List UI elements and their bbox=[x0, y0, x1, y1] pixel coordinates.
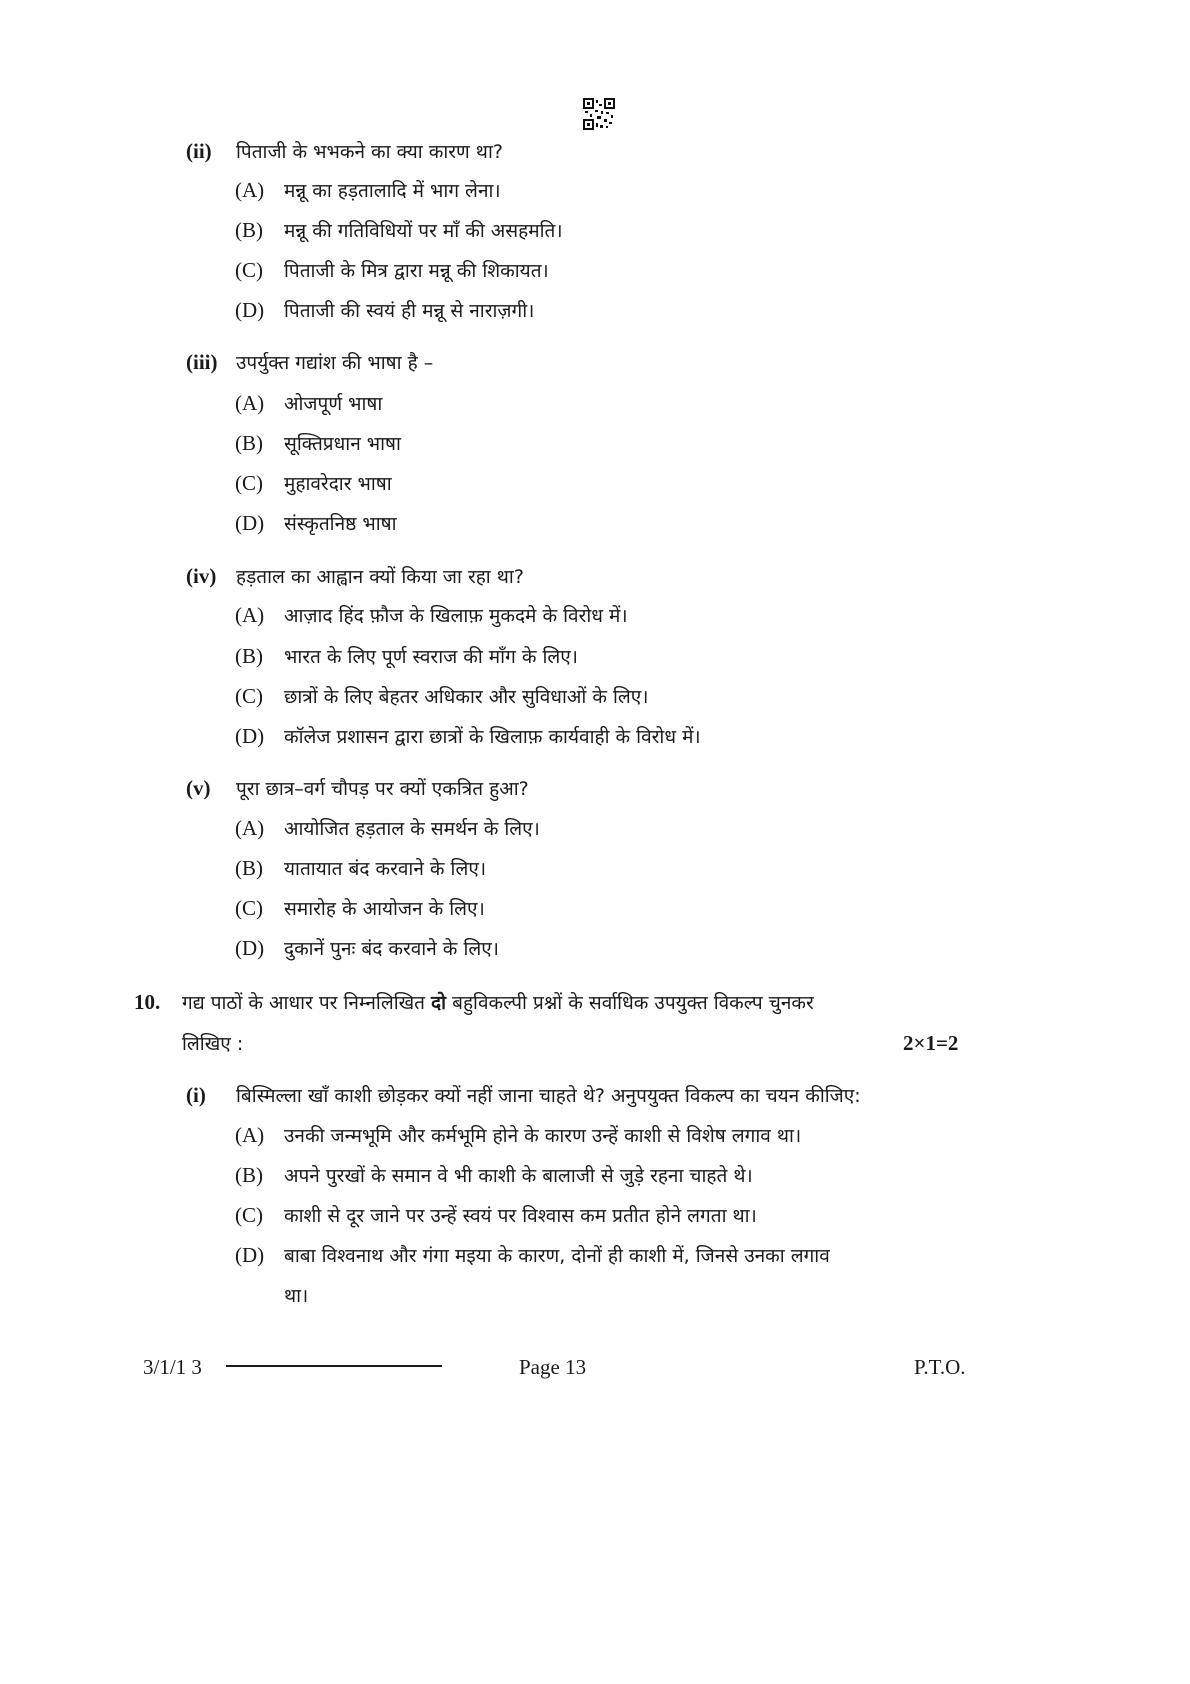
question-label: (v) bbox=[186, 776, 211, 800]
option-label: (D) bbox=[235, 298, 265, 322]
marks-label: 2×1=2 bbox=[903, 1031, 959, 1055]
option-text: सूक्तिप्रधान भाषा bbox=[284, 433, 401, 455]
option-label: (B) bbox=[235, 431, 263, 455]
option-label: (A) bbox=[235, 178, 265, 202]
option-label: (C) bbox=[235, 471, 263, 495]
question-text: पिताजी के भभकने का क्या कारण था? bbox=[236, 141, 503, 163]
option-text: कॉलेज प्रशासन द्वारा छात्रों के खिलाफ़ कार्यवाही के विरोध में। bbox=[284, 726, 701, 748]
option-text: दुकानें पुनः बंद करवाने के लिए। bbox=[284, 938, 499, 960]
question-text: हड़ताल का आह्वान क्यों किया जा रहा था? bbox=[236, 566, 524, 588]
option-text: मुहावरेदार भाषा bbox=[284, 473, 392, 495]
option-text: आयोजित हड़ताल के समर्थन के लिए। bbox=[284, 818, 540, 840]
option-label: (D) bbox=[235, 511, 265, 535]
question-text: उपर्युक्त गद्यांश की भाषा है – bbox=[236, 352, 434, 374]
option-text: अपने पुरखों के समान वे भी काशी के बालाजी से जुड़े रहना चाहते थे। bbox=[284, 1165, 753, 1187]
option-label: (A) bbox=[235, 816, 265, 840]
option-text: भारत के लिए पूर्ण स्वराज की माँग के लिए। bbox=[284, 646, 578, 668]
option-text: काशी से दूर जाने पर उन्हें स्वयं पर विश्वास कम प्रतीत होने लगता था। bbox=[284, 1205, 757, 1227]
subquestion-label: (i) bbox=[186, 1083, 206, 1107]
option-label: (C) bbox=[235, 1203, 263, 1227]
page-number: Page 13 bbox=[519, 1355, 587, 1379]
option-label: (C) bbox=[235, 896, 263, 920]
option-text: बाबा विश्वनाथ और गंगा मइया के कारण, दोनों ही काशी में, जिनसे उनका लगाव bbox=[284, 1245, 830, 1267]
option-text: पिताजी की स्वयं ही मन्नू से नाराज़गी। bbox=[284, 300, 535, 322]
question-label: (iii) bbox=[186, 350, 218, 374]
option-label: (D) bbox=[235, 724, 265, 748]
subquestion-text: बिस्मिल्ला खाँ काशी छोड़कर क्यों नहीं जाना चाहते थे? अनुपयुक्त विकल्प का चयन कीजिए: bbox=[236, 1085, 861, 1107]
option-text: संस्कृतनिष्ठ भाषा bbox=[284, 513, 397, 535]
option-text: पिताजी के मित्र द्वारा मन्नू की शिकायत। bbox=[284, 260, 549, 282]
question-text-part2: बहुविकल्पी प्रश्नों के सर्वाधिक उपयुक्त विकल्प चुनकर bbox=[446, 992, 814, 1014]
question-text: पूरा छात्र–वर्ग चौपड़ पर क्यों एकत्रित हुआ? bbox=[236, 778, 529, 800]
option-label: (A) bbox=[235, 1123, 265, 1147]
option-text: मन्नू की गतिविधियों पर माँ की असहमति। bbox=[284, 220, 563, 242]
option-label: (A) bbox=[235, 391, 265, 415]
option-label: (B) bbox=[235, 218, 263, 242]
option-text: आज़ाद हिंद फ़ौज के खिलाफ़ मुकदमे के विरोध में। bbox=[284, 605, 628, 627]
option-label: (D) bbox=[235, 936, 265, 960]
option-text: मन्नू का हड़तालादि में भाग लेना। bbox=[284, 180, 501, 202]
question-label: (ii) bbox=[186, 139, 212, 163]
question-text bbox=[182, 989, 814, 1015]
option-label: (B) bbox=[235, 856, 263, 880]
footer-divider bbox=[226, 1365, 442, 1367]
option-text: ओजपूर्ण भाषा bbox=[284, 393, 383, 415]
option-text: छात्रों के लिए बेहतर अधिकार और सुविधाओं के लिए। bbox=[284, 686, 649, 708]
option-label: (C) bbox=[235, 684, 263, 708]
paper-code: 3/1/1 3 bbox=[143, 1355, 202, 1379]
please-turn-over: P.T.O. bbox=[914, 1355, 966, 1379]
option-label: (B) bbox=[235, 644, 263, 668]
option-text: यातायात बंद करवाने के लिए। bbox=[284, 858, 487, 880]
question-label: (iv) bbox=[186, 564, 217, 588]
question-text-bold: दो bbox=[431, 992, 447, 1014]
option-label: (D) bbox=[235, 1243, 265, 1267]
qr-code-icon bbox=[583, 98, 615, 130]
option-text-continuation: था। bbox=[284, 1285, 309, 1307]
option-label: (B) bbox=[235, 1163, 263, 1187]
option-label: (C) bbox=[235, 258, 263, 282]
option-label: (A) bbox=[235, 603, 265, 627]
question-text-part1: गद्य पाठों के आधार पर निम्नलिखित bbox=[182, 992, 432, 1014]
option-text: उनकी जन्मभूमि और कर्मभूमि होने के कारण उन्हें काशी से विशेष लगाव था। bbox=[284, 1125, 802, 1147]
question-number: 10. bbox=[134, 990, 161, 1014]
question-text-line2: लिखिए : bbox=[182, 1033, 244, 1055]
option-text: समारोह के आयोजन के लिए। bbox=[284, 898, 485, 920]
